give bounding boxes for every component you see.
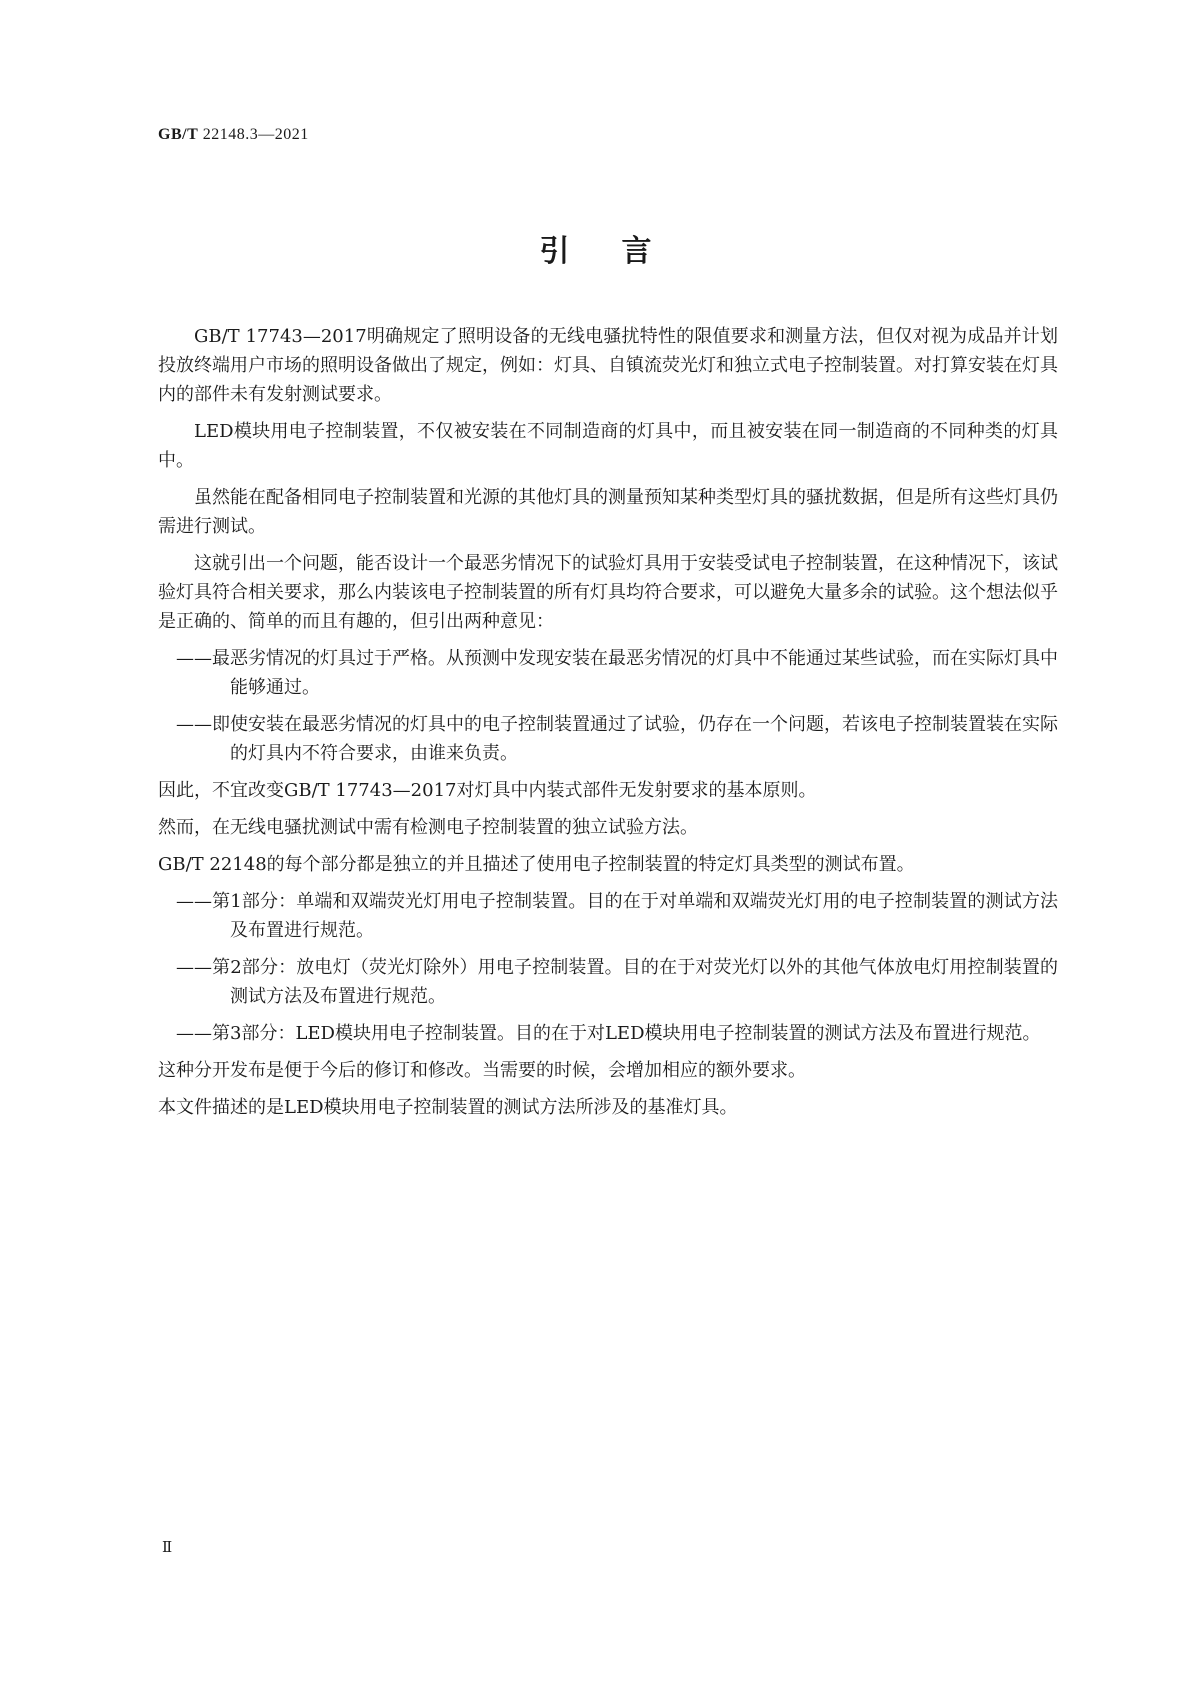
standard-number: 22148.3—2021 (198, 126, 309, 143)
page-number: Ⅱ (162, 1540, 173, 1556)
paragraph: 本文件描述的是LED模块用电子控制装置的测试方法所涉及的基准灯具。 (158, 1097, 738, 1118)
paragraph: GB/T 22148的每个部分都是独立的并且描述了使用电子控制装置的特定灯具类型的测试布置。 (158, 854, 915, 875)
opinion-item: ——即使安装在最恶劣情况的灯具中的电子控制装置通过了试验，仍存在一个问题，若该电子控制装置装在实际的灯具内不符合要求，由谁来负责。 (176, 714, 1058, 764)
opinion-item: ——最恶劣情况的灯具过于严格。从预测中发现安装在最恶劣情况的灯具中不能通过某些试验，而在实际灯具中能够通过。 (176, 648, 1058, 698)
standard-code (158, 126, 309, 144)
paragraph: GB/T 17743—2017明确规定了照明设备的无线电骚扰特性的限值要求和测量方法，但仅对视为成品并计划投放终端用户市场的照明设备做出了规定，例如：灯具、自镇流荧光灯和独立式电子控制装置。对打算安装在灯具内的部件未有发射测试要求。 (158, 326, 1058, 405)
paragraph: 这就引出一个问题，能否设计一个最恶劣情况下的试验灯具用于安装受试电子控制装置，在这种情况下，该试验灯具符合相关要求，那么内装该电子控制装置的所有灯具均符合要求，可以避免大量多余的试验。这个想法似乎是正确的、简单的而且有趣的，但引出两种意见： (158, 553, 1058, 632)
paragraph: 虽然能在配备相同电子控制装置和光源的其他灯具的测量预知某种类型灯具的骚扰数据，但是所有这些灯具仍需进行测试。 (158, 487, 1058, 537)
part-item: ——第1部分：单端和双端荧光灯用电子控制装置。目的在于对单端和双端荧光灯用的电子控制装置的测试方法及布置进行规范。 (176, 891, 1058, 941)
standard-prefix: GB/T (158, 126, 199, 143)
part-item: ——第3部分：LED模块用电子控制装置。目的在于对LED模块用电子控制装置的测试方法及布置进行规范。 (176, 1023, 1041, 1044)
paragraph: 因此，不宜改变GB/T 17743—2017对灯具中内装式部件无发射要求的基本原则。 (158, 780, 817, 801)
paragraph: 这种分开发布是便于今后的修订和修改。当需要的时候，会增加相应的额外要求。 (158, 1060, 806, 1081)
page-title: 引言 (539, 234, 704, 269)
part-item: ——第2部分：放电灯（荧光灯除外）用电子控制装置。目的在于对荧光灯以外的其他气体放电灯用控制装置的测试方法及布置进行规范。 (176, 957, 1058, 1007)
paragraph: 然而，在无线电骚扰测试中需有检测电子控制装置的独立试验方法。 (158, 817, 698, 838)
body-content (158, 322, 1058, 1130)
paragraph: LED模块用电子控制装置，不仅被安装在不同制造商的灯具中，而且被安装在同一制造商的不同种类的灯具中。 (158, 421, 1058, 471)
